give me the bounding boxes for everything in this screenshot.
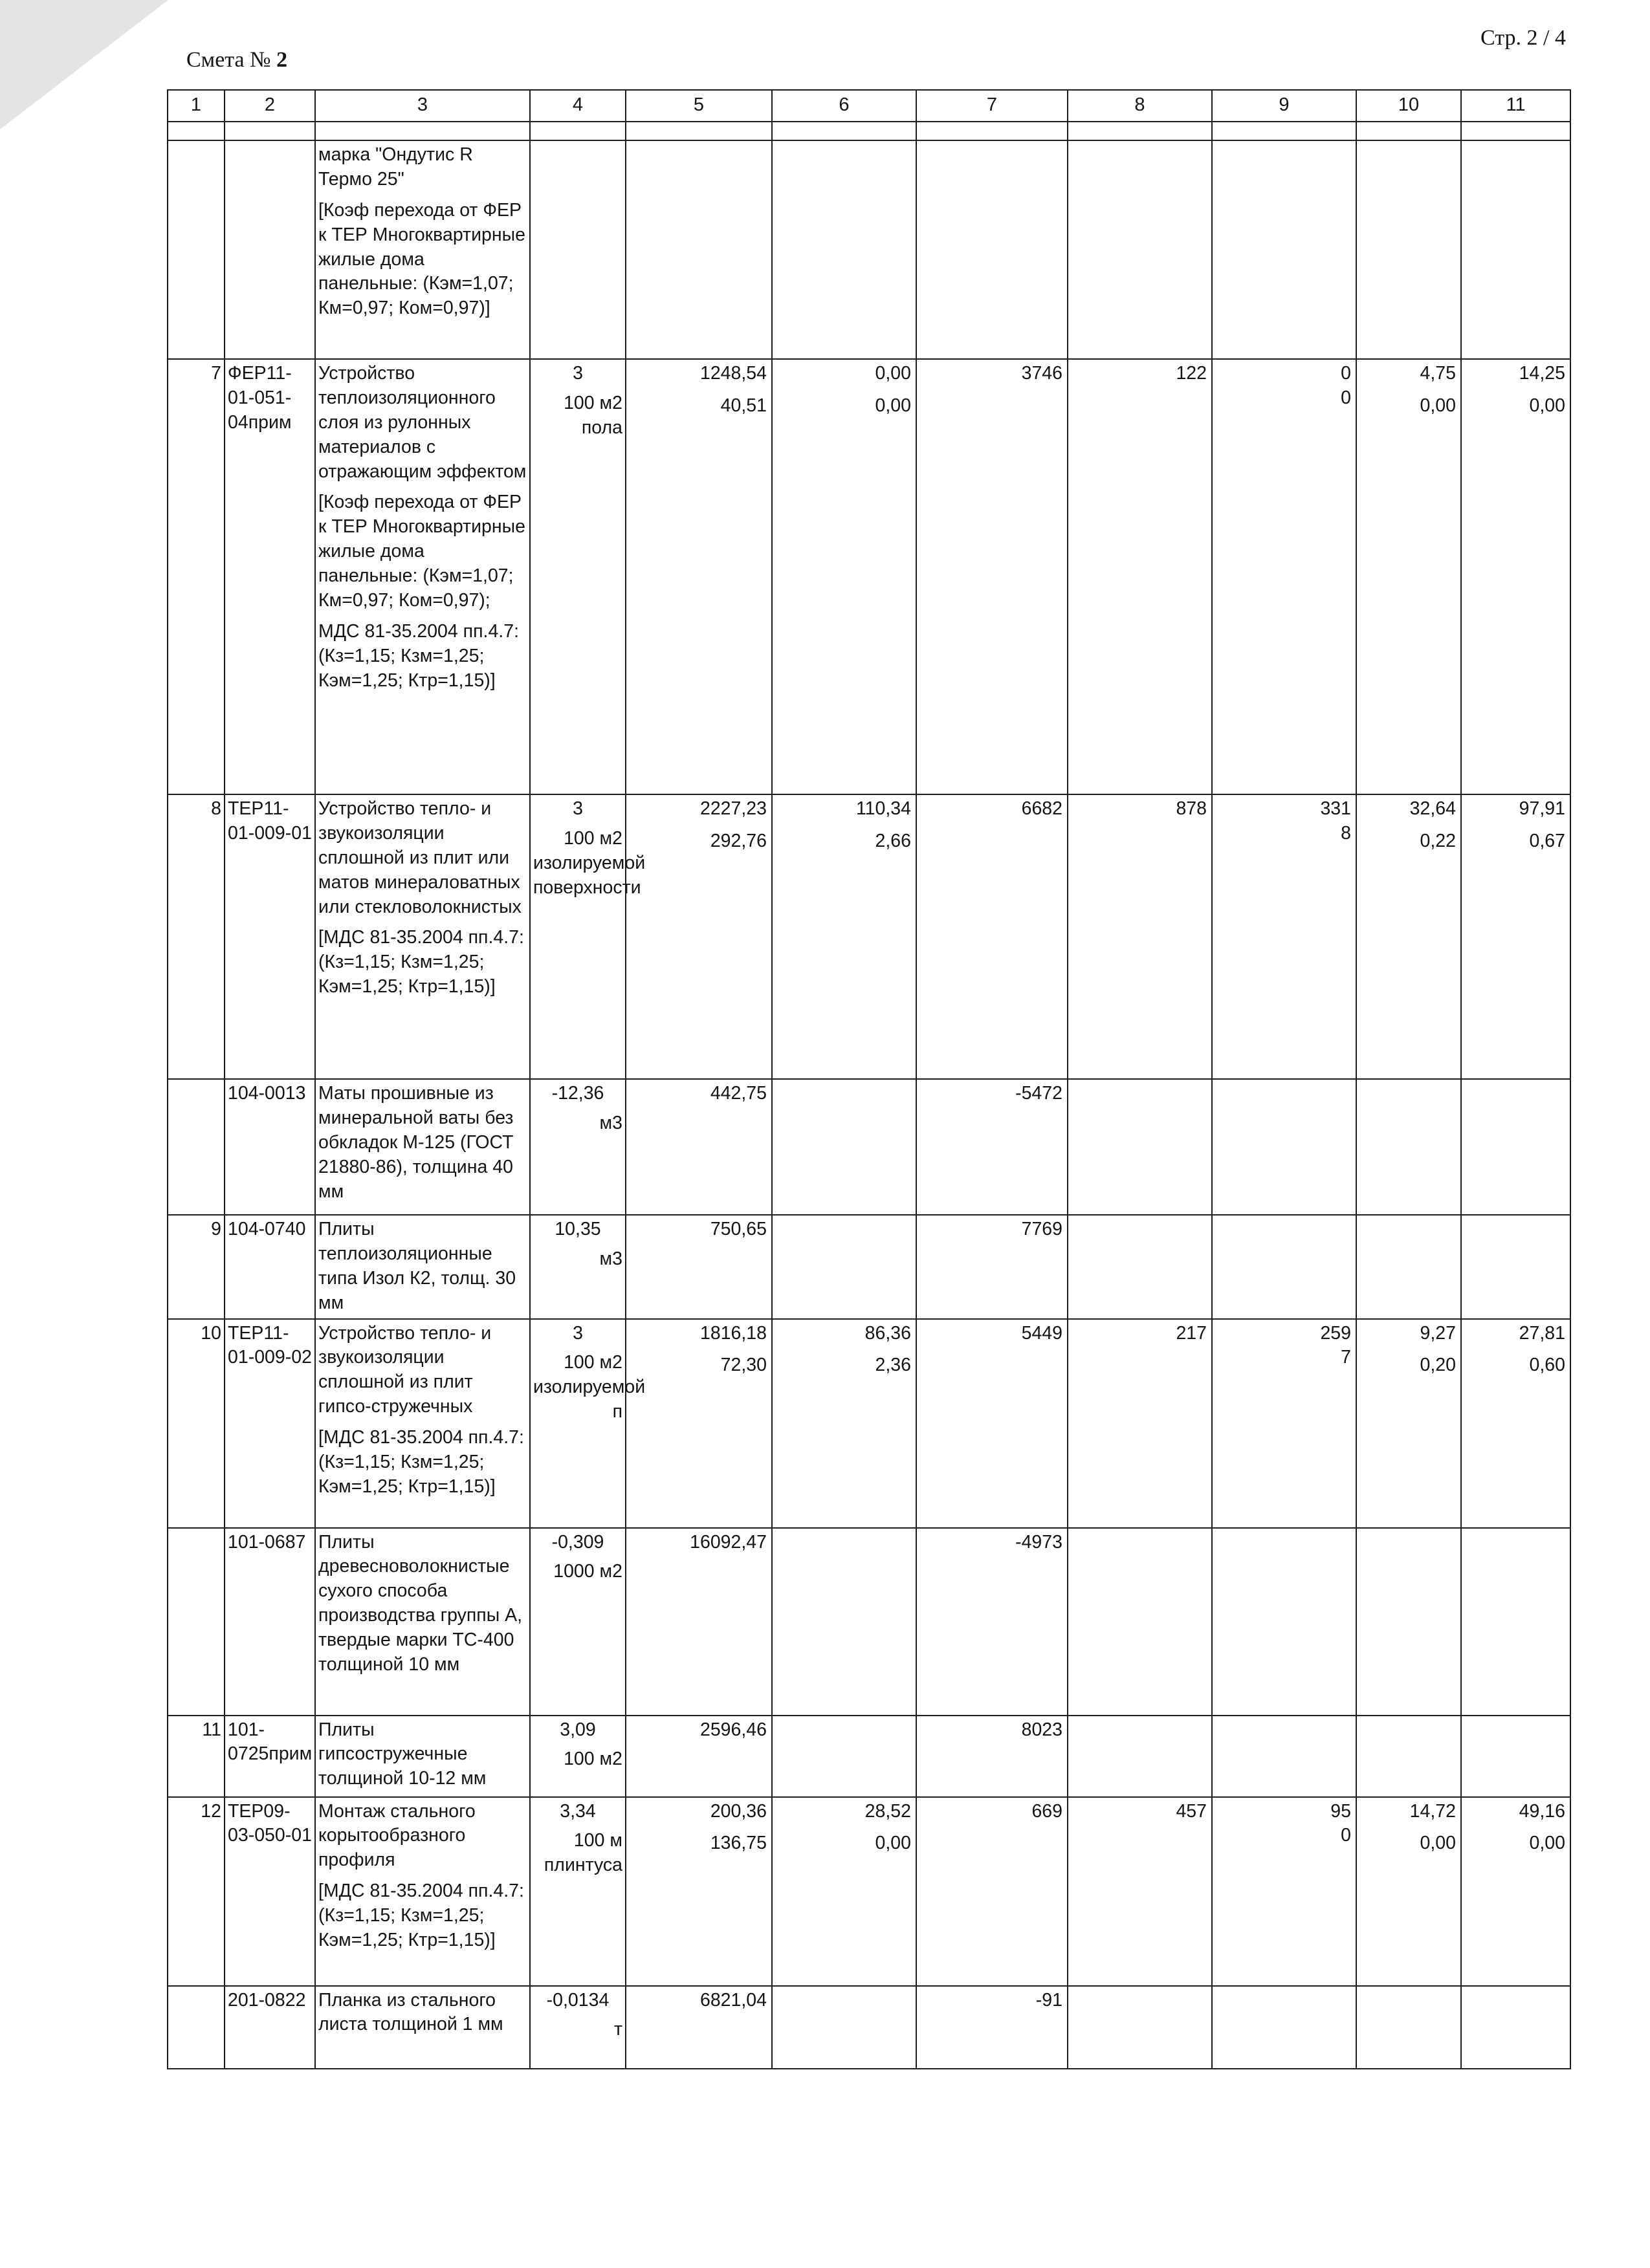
value-primary: 2596,46 (699, 1719, 767, 1740)
unit: 100 м2 пола (564, 392, 622, 438)
estimate-row (168, 140, 1570, 359)
unit-cost-cell (626, 1986, 772, 2069)
coefficient-note: [МДС 81-35.2004 пп.4.7: (Кз=1,15; Кзм=1,25; Кэм=1,25; Ктр=1,15)] (318, 927, 524, 998)
rate-code: 101-0725прим (228, 1719, 313, 1765)
row-number-cell (168, 1215, 225, 1319)
total-cost: 669 (1031, 1800, 1062, 1822)
spacer-cell (1212, 122, 1356, 140)
value-primary: 750,65 (710, 1219, 767, 1239)
rate-code: 104-0740 (228, 1219, 306, 1239)
value-primary: 32,64 (1409, 798, 1456, 819)
description-cell (315, 1319, 530, 1528)
spacer-cell (225, 122, 315, 140)
work-name: Маты прошивные из минеральной ваты без обкладок М-125 (ГОСТ 21880-86), толщина 40 мм (318, 1083, 514, 1202)
row-number-cell (168, 1986, 225, 2069)
spacer-cell (626, 122, 772, 140)
row-number: 8 (211, 798, 221, 819)
total-cost-cell (916, 1716, 1068, 1797)
labor-cost-cell (1068, 794, 1212, 1079)
total-cost: -4973 (1015, 1531, 1062, 1553)
labor-cost-cell (1068, 1716, 1212, 1797)
value-primary: 27,81 (1519, 1322, 1565, 1344)
quantity-cell (530, 1986, 626, 2069)
labor-total-cell (1461, 1215, 1570, 1319)
labor-total-cell (1461, 1528, 1570, 1716)
value-secondary: 0,60 (1529, 1355, 1565, 1376)
column-numbers-row (168, 90, 1570, 122)
labor-total-cell (1461, 1079, 1570, 1215)
spacer-cell (315, 122, 530, 140)
estimate-row (168, 1079, 1570, 1215)
unit-cost-cell (626, 140, 772, 359)
column-header: 11 (1461, 90, 1570, 122)
total-cost-cell (916, 1215, 1068, 1319)
work-name: Плиты древесноволокнистые сухого способа производства группы А, твердые марки ТС-400 толщиной 10 мм (318, 1531, 523, 1675)
spacer-cell (1461, 122, 1570, 140)
column-header: 3 (315, 90, 530, 122)
unit-cost-cell (626, 1528, 772, 1716)
value-primary: 4,75 (1420, 363, 1456, 384)
labor-cost-cell (1068, 359, 1212, 794)
labor-total-cell (1461, 1797, 1570, 1986)
quantity-cell (530, 1215, 626, 1319)
labor-total-cell (1461, 1986, 1570, 2069)
value-secondary: 2,36 (875, 1355, 911, 1376)
description-cell (315, 359, 530, 794)
work-name: Планка из стального листа толщиной 1 мм (318, 1989, 503, 2035)
row-number-cell (168, 794, 225, 1079)
machine-total-cell (1212, 1797, 1356, 1986)
rate-code: 104-0013 (228, 1083, 306, 1104)
row-number: 7 (211, 363, 221, 384)
value-primary: 95 (1330, 1800, 1351, 1822)
unit-cost-cell (626, 794, 772, 1079)
value-primary: 14,25 (1519, 363, 1565, 384)
quantity: 3,09 (560, 1719, 596, 1740)
value-secondary: 0,00 (1420, 395, 1456, 416)
quantity: 3 (573, 1322, 583, 1344)
labor-norm-cell (1356, 359, 1461, 794)
column-header: 5 (626, 90, 772, 122)
coefficient-note: [МДС 81-35.2004 пп.4.7: (Кз=1,15; Кзм=1,25; Кэм=1,25; Ктр=1,15)] (318, 1881, 524, 1951)
description-cell (315, 1079, 530, 1215)
unit-cost-cell (626, 359, 772, 794)
column-header: 2 (225, 90, 315, 122)
value-secondary: 8 (1341, 822, 1351, 844)
description-cell (315, 140, 530, 359)
value-secondary: 40,51 (720, 395, 767, 416)
labor-cost-cell (1068, 1797, 1212, 1986)
code-cell (225, 1716, 315, 1797)
labor-cost: 457 (1176, 1800, 1207, 1822)
quantity-cell (530, 1797, 626, 1986)
machine-cost-cell (772, 359, 916, 794)
quantity: 3 (573, 363, 583, 384)
quantity: 3,34 (560, 1800, 596, 1822)
value-secondary: 72,30 (720, 1355, 767, 1376)
estimate-number: 2 (276, 48, 288, 72)
machine-total-cell (1212, 1215, 1356, 1319)
value-primary: 28,52 (864, 1800, 911, 1822)
row-number-cell (168, 1079, 225, 1215)
column-header: 7 (916, 90, 1068, 122)
value-primary: 2227,23 (699, 798, 767, 819)
total-cost: 7769 (1021, 1219, 1062, 1239)
unit-cost-cell (626, 1797, 772, 1986)
row-number-cell (168, 1716, 225, 1797)
row-number-cell (168, 1319, 225, 1528)
labor-total-cell (1461, 1319, 1570, 1528)
value-secondary: 0,00 (1420, 1833, 1456, 1854)
row-number-cell (168, 359, 225, 794)
machine-total-cell (1212, 140, 1356, 359)
labor-norm-cell (1356, 1079, 1461, 1215)
machine-cost-cell (772, 1797, 916, 1986)
quantity: -12,36 (551, 1083, 604, 1104)
labor-norm-cell (1356, 140, 1461, 359)
work-name: Плиты гипсостружечные толщиной 10-12 мм (318, 1719, 487, 1789)
code-cell (225, 359, 315, 794)
scan-corner-shadow (0, 0, 168, 129)
description-cell (315, 794, 530, 1079)
column-header: 10 (1356, 90, 1461, 122)
total-cost-cell (916, 359, 1068, 794)
value-secondary: 136,75 (710, 1833, 767, 1854)
unit-cost-cell (626, 1215, 772, 1319)
value-secondary: 0,67 (1529, 830, 1565, 851)
spacer-cell (1356, 122, 1461, 140)
rate-code: 101-0687 (228, 1531, 306, 1553)
value-secondary: 7 (1341, 1347, 1351, 1368)
quantity-cell (530, 1079, 626, 1215)
work-name: Плиты теплоизоляционные типа Изол К2, толщ. 30 мм (318, 1219, 516, 1313)
rate-code: ТЕР11-01-009-01 (228, 798, 312, 844)
coefficient-note: [Коэф перехода от ФЕР к ТЕР Многоквартирные жилые дома панельные: (Кэм=1,07; Км=0,97; Ком=0,97); (318, 492, 525, 611)
machine-total-cell (1212, 359, 1356, 794)
unit: м3 (599, 1248, 622, 1269)
spacer-cell (1068, 122, 1212, 140)
work-name: Устройство теплоизоляционного слоя из рулонных материалов с отражающим эффектом (318, 363, 527, 482)
coefficient-note: [МДС 81-35.2004 пп.4.7: (Кз=1,15; Кзм=1,25; Кэм=1,25; Ктр=1,15)] (318, 1427, 524, 1497)
rate-code: 201-0822 (228, 1989, 306, 2011)
machine-total-cell (1212, 1716, 1356, 1797)
labor-total-cell (1461, 359, 1570, 794)
unit-cost-cell (626, 1079, 772, 1215)
spacer-cell (772, 122, 916, 140)
row-number-cell (168, 140, 225, 359)
unit: 100 м2 изолируемой п (533, 1352, 646, 1423)
value-primary: 49,16 (1519, 1800, 1565, 1822)
value-primary: 16092,47 (690, 1531, 767, 1553)
labor-cost-cell (1068, 140, 1212, 359)
code-cell (225, 1215, 315, 1319)
row-number: 10 (201, 1322, 221, 1344)
quantity: 3 (573, 798, 583, 819)
value-secondary: 0,22 (1420, 830, 1456, 851)
labor-norm-cell (1356, 1215, 1461, 1319)
column-header: 6 (772, 90, 916, 122)
value-secondary: 0,20 (1420, 1355, 1456, 1376)
value-secondary: 0 (1341, 387, 1351, 408)
total-cost-cell (916, 1079, 1068, 1215)
labor-norm-cell (1356, 1797, 1461, 1986)
rate-code: ТЕР11-01-009-02 (228, 1322, 312, 1368)
estimate-row (168, 1215, 1570, 1319)
code-cell (225, 1986, 315, 2069)
machine-cost-cell (772, 1716, 916, 1797)
value-primary: 331 (1320, 798, 1351, 819)
rate-code: ТЕР09-03-050-01 (228, 1800, 312, 1846)
labor-norm-cell (1356, 1716, 1461, 1797)
row-number: 9 (211, 1219, 221, 1239)
total-cost-cell (916, 1319, 1068, 1528)
coefficient-note: [Коэф перехода от ФЕР к ТЕР Многоквартирные жилые дома панельные: (Кэм=1,07; Км=0,97; Ком=0,97)] (318, 199, 525, 319)
code-cell (225, 1528, 315, 1716)
column-header: 8 (1068, 90, 1212, 122)
value-secondary: 292,76 (710, 830, 767, 851)
page-indicator: Стр. 2 / 4 (1480, 26, 1566, 50)
machine-cost-cell (772, 794, 916, 1079)
unit: 100 м2 (564, 1749, 622, 1770)
unit-cost-cell (626, 1716, 772, 1797)
total-cost-cell (916, 1986, 1068, 2069)
code-cell (225, 1079, 315, 1215)
column-header: 1 (168, 90, 225, 122)
labor-norm-cell (1356, 1528, 1461, 1716)
rate-code: ФЕР11-01-051-04прим (228, 363, 292, 433)
quantity-cell (530, 140, 626, 359)
work-name: Устройство тепло- и звукоизоляции сплошной из плит или матов минераловатных или стекловолокнистых (318, 798, 522, 917)
code-cell (225, 140, 315, 359)
code-cell (225, 794, 315, 1079)
machine-cost-cell (772, 1079, 916, 1215)
total-cost-cell (916, 1797, 1068, 1986)
value-secondary: 0,00 (875, 395, 911, 416)
estimate-row (168, 1986, 1570, 2069)
labor-cost: 217 (1176, 1322, 1207, 1344)
labor-cost-cell (1068, 1215, 1212, 1319)
total-cost: 3746 (1021, 363, 1062, 384)
unit: 1000 м2 (553, 1561, 622, 1582)
unit: т (613, 2019, 622, 2040)
estimate-row (168, 1797, 1570, 1986)
labor-cost: 122 (1176, 363, 1207, 384)
value-secondary: 0,00 (1529, 395, 1565, 416)
column-header: 9 (1212, 90, 1356, 122)
total-cost-cell (916, 140, 1068, 359)
value-primary: 0,00 (875, 363, 911, 384)
machine-cost-cell (772, 1528, 916, 1716)
estimate-row (168, 1716, 1570, 1797)
machine-cost-cell (772, 140, 916, 359)
estimate-row (168, 1319, 1570, 1528)
quantity-cell (530, 1528, 626, 1716)
value-primary: 97,91 (1519, 798, 1565, 819)
machine-total-cell (1212, 1528, 1356, 1716)
unit: м3 (599, 1112, 622, 1133)
quantity-cell (530, 359, 626, 794)
description-cell (315, 1716, 530, 1797)
machine-cost-cell (772, 1986, 916, 2069)
labor-total-cell (1461, 794, 1570, 1079)
quantity-cell (530, 1319, 646, 1528)
total-cost: 5449 (1021, 1322, 1062, 1344)
labor-cost: 878 (1176, 798, 1207, 819)
row-number: 11 (202, 1719, 221, 1740)
value-primary: 200,36 (710, 1800, 767, 1822)
value-secondary: 0,00 (1529, 1833, 1565, 1854)
value-primary: 9,27 (1420, 1322, 1456, 1344)
labor-total-cell (1461, 140, 1570, 359)
quantity-cell (530, 794, 646, 1079)
row-number: 12 (201, 1800, 221, 1822)
description-cell (315, 1797, 530, 1986)
total-cost: -5472 (1015, 1083, 1062, 1104)
value-primary: 14,72 (1409, 1800, 1456, 1822)
total-cost-cell (916, 1528, 1068, 1716)
quantity: -0,0134 (546, 1989, 610, 2011)
column-header: 4 (530, 90, 626, 122)
estimate-title-prefix: Смета № (186, 48, 271, 72)
total-cost-cell (916, 794, 1068, 1079)
quantity-cell (530, 1716, 626, 1797)
value-primary: 86,36 (864, 1322, 911, 1344)
total-cost: -91 (1035, 1989, 1062, 2011)
machine-cost-cell (772, 1215, 916, 1319)
value-primary: 1248,54 (699, 363, 767, 384)
estimate-row (168, 794, 1570, 1079)
value-primary: 110,34 (855, 798, 911, 819)
row-number-cell (168, 1528, 225, 1716)
total-cost: 8023 (1021, 1719, 1062, 1740)
spacer-cell (916, 122, 1068, 140)
machine-total-cell (1212, 1079, 1356, 1215)
labor-cost-cell (1068, 1319, 1212, 1528)
estimate-row (168, 1528, 1570, 1716)
spacer-cell (168, 122, 225, 140)
labor-total-cell (1461, 1716, 1570, 1797)
unit: 100 м плинтуса (544, 1830, 622, 1876)
labor-norm-cell (1356, 1986, 1461, 2069)
machine-cost-cell (772, 1319, 916, 1528)
total-cost: 6682 (1021, 798, 1062, 819)
unit-cost-cell (626, 1319, 772, 1528)
header-spacer-row (168, 122, 1570, 140)
labor-cost-cell (1068, 1079, 1212, 1215)
labor-cost-cell (1068, 1528, 1212, 1716)
work-name: марка "Ондутис R Термо 25" (318, 144, 473, 190)
labor-cost-cell (1068, 1986, 1212, 2069)
value-primary: 442,75 (710, 1083, 767, 1104)
value-secondary: 0 (1341, 1825, 1351, 1846)
work-name: Устройство тепло- и звукоизоляции сплошной из плит гипсо-стружечных (318, 1322, 492, 1417)
value-primary: 259 (1320, 1322, 1351, 1344)
value-primary: 1816,18 (699, 1322, 767, 1344)
value-primary: 6821,04 (699, 1989, 767, 2011)
value-secondary: 2,66 (875, 830, 911, 851)
estimate-title (186, 48, 287, 72)
code-cell (225, 1319, 315, 1528)
value-secondary: 0,00 (875, 1833, 911, 1854)
description-cell (315, 1215, 530, 1319)
spacer-cell (530, 122, 626, 140)
labor-norm-cell (1356, 794, 1461, 1079)
code-cell (225, 1797, 315, 1986)
machine-total-cell (1212, 794, 1356, 1079)
work-name: Монтаж стального корытообразного профиля (318, 1800, 476, 1871)
coefficient-note-2: МДС 81-35.2004 пп.4.7: (Кз=1,15; Кзм=1,25; Кэм=1,25; Ктр=1,15)] (318, 620, 519, 691)
row-number-cell (168, 1797, 225, 1986)
value-primary: 0 (1341, 363, 1351, 384)
quantity: 10,35 (555, 1219, 601, 1239)
labor-norm-cell (1356, 1319, 1461, 1528)
estimate-row (168, 359, 1570, 794)
description-cell (315, 1986, 530, 2069)
machine-total-cell (1212, 1986, 1356, 2069)
machine-total-cell (1212, 1319, 1356, 1528)
estimate-table (167, 89, 1571, 2069)
unit: 100 м2 изолируемой поверхности (533, 827, 646, 898)
quantity: -0,309 (551, 1531, 604, 1553)
description-cell (315, 1528, 530, 1716)
